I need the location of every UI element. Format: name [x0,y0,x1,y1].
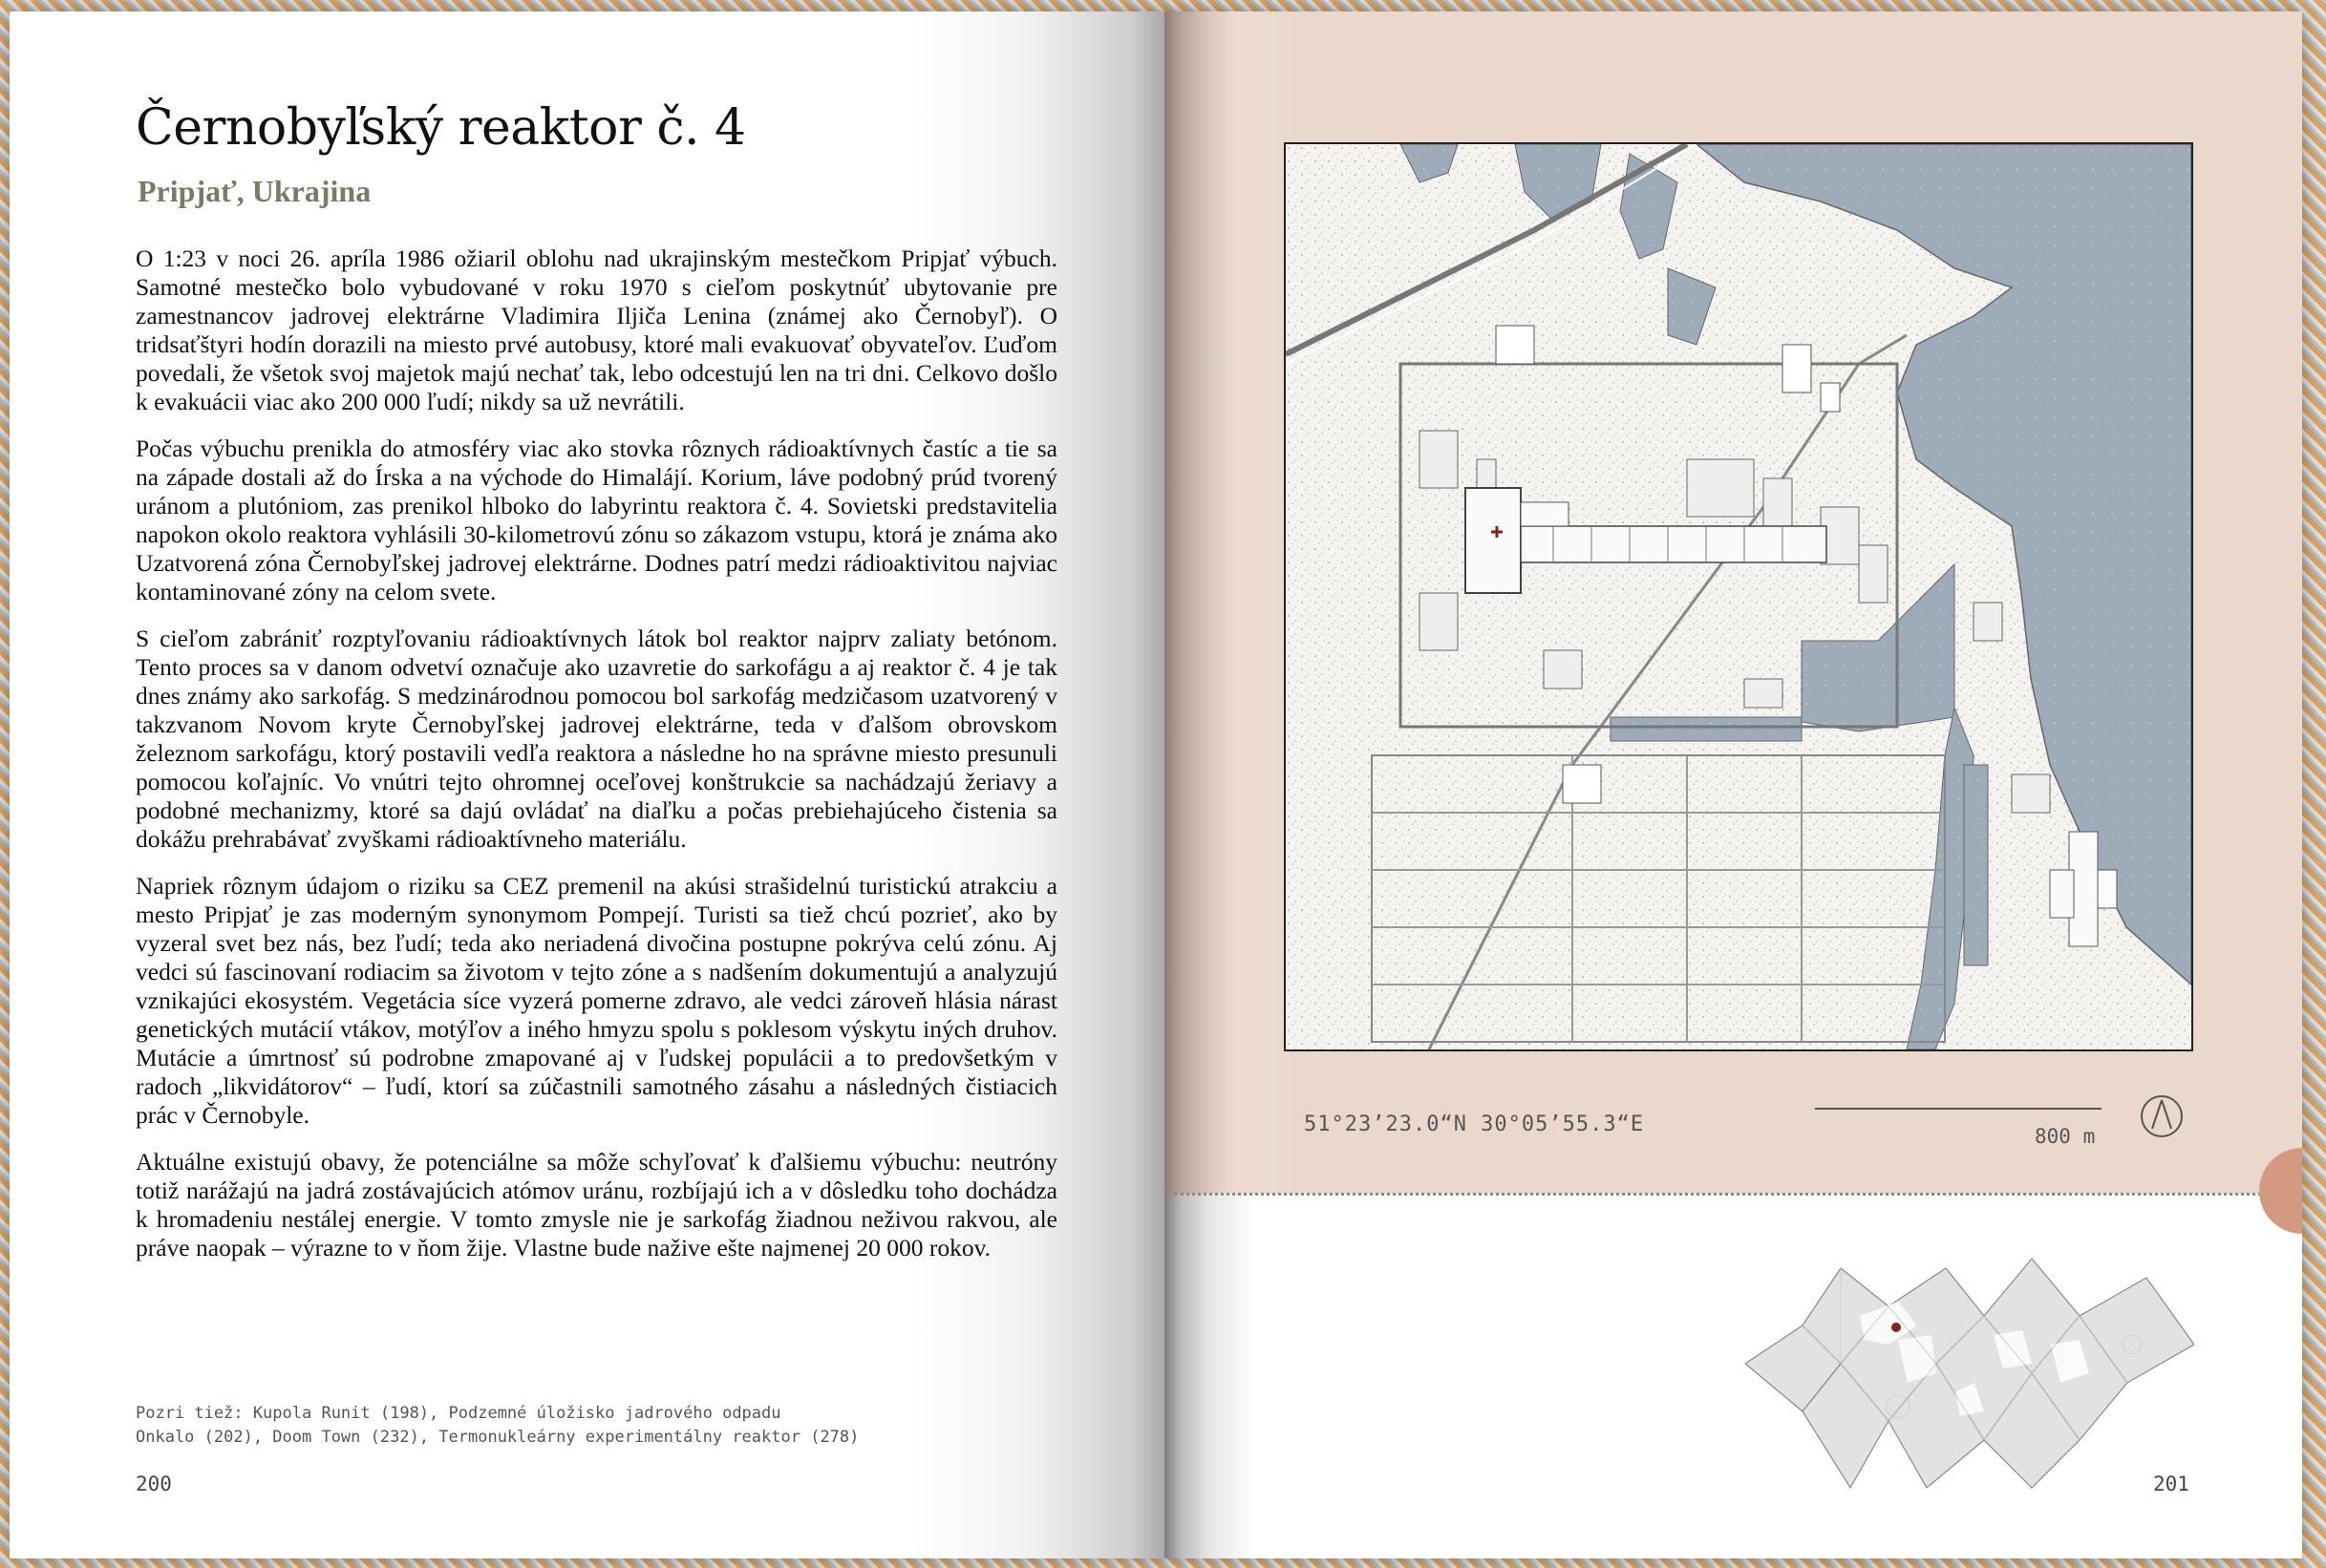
page-number-left: 200 [136,1473,172,1495]
scale-bar [1815,1108,2102,1110]
paragraph: Počas výbuchu prenikla do atmosféry viac ako stovka rôznych rádioaktívnych častíc a tie sa na západe dostali až do Írska a na východe do Himalájí. Korium, láve podobný prúd tvorený uránom a plutóniom, zas prenikol hlboko do labyrintu reaktora č. 4. Sovietski predstavitelia napokon okolo reaktora vyhlásili 30-kilometrovú zónu so zákazom vstupu, ktorá je známa ako Uzatvorená zóna Černobyľskej jadrovej elektrárne. Dodnes patrí medzi rádioaktivitou najviac kontaminované zóny na celom svete. [136,434,1057,605]
north-arrow-icon [2140,1094,2184,1138]
article-body [136,244,1057,1281]
scale-label: 800 m [2035,1125,2096,1148]
dotted-separator [1174,1193,2302,1196]
see-also-line: Pozri tiež: Kupola Runit (198), Podzemné úložisko jadrového odpadu [136,1404,781,1423]
see-also-note [136,1402,995,1450]
page-number-right: 201 [2153,1473,2189,1495]
map-coordinates: 51°23’23.0“N 30°05’55.3“E [1304,1112,1645,1136]
site-map-drawing [1286,144,2191,1049]
paragraph: O 1:23 v noci 26. apríla 1986 ožiaril oblohu nad ukrajinským mestečkom Pripjať výbuch. Samotné mestečko bolo vybudované v roku 1970 s cieľom poskytnúť ubytovanie pre zamestnancov jadrovej elektrárne Vladimira Iljiča Lenina (známej ako Černobyľ). O tridsaťštyri hodín dorazili na miesto prvé autobusy, ktoré mali evakuovať obyvateľov. Ľuďom povedali, že všetok svoj majetok majú nechať tak, lebo odcestujú len na tri dni. Celkovo došlo k evakuácii viac ako 200 000 ľudí; nikdy sa už nevrátili. [136,244,1057,415]
paragraph: Napriek rôznym údajom o riziku sa CEZ premenil na akúsi strašidelnú turistickú atrakciu a mesto Pripjať je zas moderným synonymom Pompejí. Turisti sa tiež chcú pozrieť, ako by vyzeral svet bez nás, bez ľudí; teda ako neriadená divočina postupne pokrýva celú zónu. Aj vedci sú fascinovaní rodiacim sa životom v tejto zóne a s nadšením dokumentujú a analyzujú vznikajúci ekosystém. Vegetácia síce vyzerá pomerne zdravo, ale vedci zároveň hlásia nárast genetických mutácií vtákov, motýľov a iného hmyzu spolu s poklesom výskytu iných druhov. Mutácie a úmrtnosť sú podrobne zmapované aj v ľudskej populácii a to predovšetkým v radoch „likvidátorov“ – ľudí, ktorí sa zúčastnili samotného zásahu a následných čistiacich prác v Černobyle. [136,872,1057,1129]
paragraph: Aktuálne existujú obavy, že potenciálne sa môže schyľovať k ďalšiemu výbuchu: neutróny totiž narážajú na jadrá zostávajúcich atómov uránu, rozbíjajú ich a v dôsledku toho dochádza k hromadeniu nestálej energie. V tomto zmysle nie je sarkofág žiadnou neživou rakvou, ale práve naopak – výrazne to v ňom žije. Vlastne bude naživе ešte najmenej 20 000 rokov. [136,1148,1057,1261]
location-marker [1891,1323,1901,1332]
see-also-line: Onkalo (202), Doom Town (232), Termonukleárny experimentálny reaktor (278) [136,1428,860,1447]
site-map [1284,142,2193,1051]
left-page [10,11,1164,1558]
right-page [1164,11,2302,1558]
paragraph: S cieľom zabrániť rozptyľovaniu rádioaktívnych látok bol reaktor najprv zaliaty betónom. Tento proces sa v danom odvetví označuje ako uzavretie do sarkofágu a aj reaktor č. 4 je tak dnes známy ako sarkofág. S medzinárodnou pomocou bol sarkofág medzičasom uzatvorený v takzvanom Novom kryte Černobyľskej jadrovej elektrárne, teda v ďalšom obrovskom železnom sarkofágu, ktorý postavili vedľa reaktora a následne ho na správne miesto presunuli pomocou koľajníc. Vo vnútri tejto ohromnej oceľovej konštrukcie sa nachádzajú žeriavy a podobné mechanizmy, ktoré sa dajú ovládať na diaľku a počas prebiehajúceho čistenia sa dokážu prehrabávať zvyškami rádioaktívneho materiálu. [136,625,1057,853]
page-subtitle: Pripjať, Ukrajina [138,174,372,208]
world-locator-map [1745,1249,2194,1497]
book-spread [10,11,2302,1558]
page-title: Černobyľský reaktor č. 4 [136,99,746,157]
